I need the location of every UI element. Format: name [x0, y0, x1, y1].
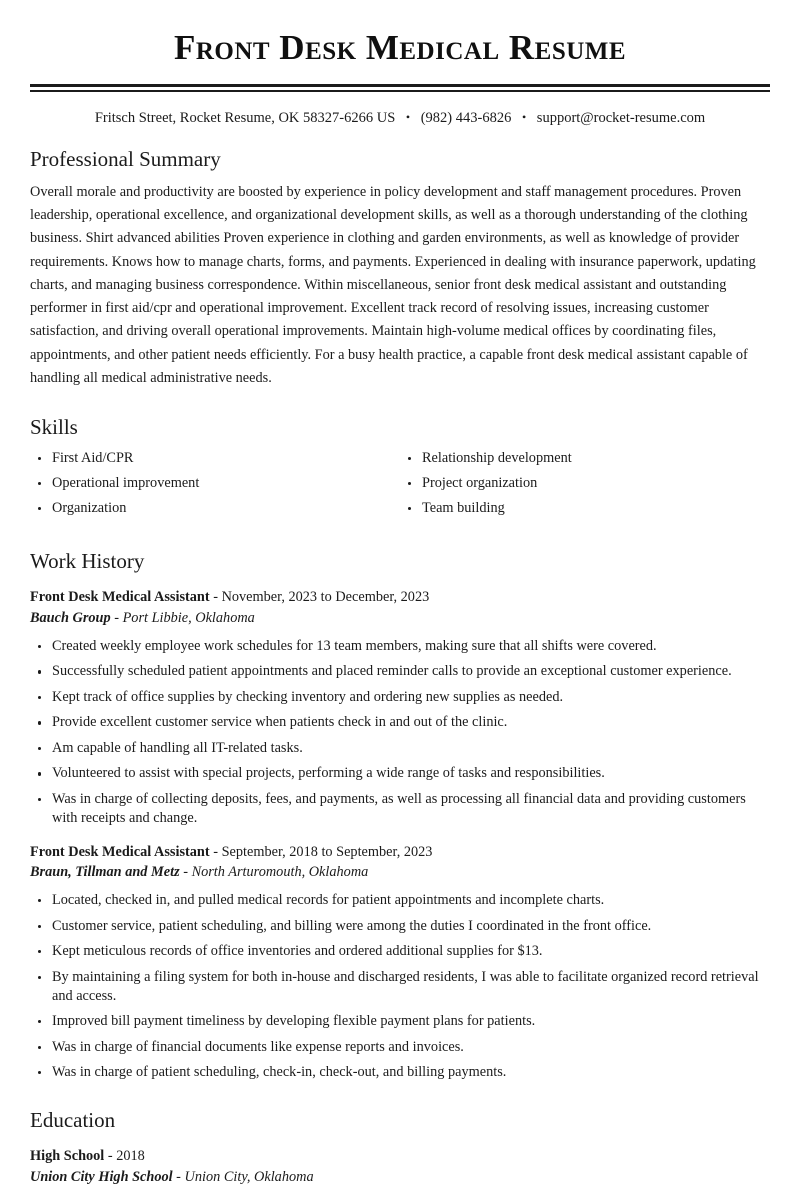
job-location: North Arturomouth, Oklahoma: [191, 864, 369, 881]
section-heading-education: Education: [30, 1108, 116, 1133]
professional-summary-section: [30, 147, 770, 391]
page-title: Front Desk Medical Resume: [173, 28, 627, 67]
jobs-container: [30, 587, 770, 1082]
section-heading-skills: Skills: [30, 415, 78, 440]
job-bullet: Volunteered to assist with special projects, performing a wide range of tasks and responsibilities.: [30, 764, 770, 783]
professional-summary-text: Overall morale and productivity are boosted by experience in policy development and staff management procedures. Proven leadership, operational excellence, and organizational development skills, as well as a thorough understanding of the clothing business. Shirt advanced abilities Proven experience in clothing and garden environments, as well as knowledge of provider requirements. Knows how to manage charts, forms, and payments. Experienced in dealing with insurance paperwork, updating charts, and managing business correspondence. Within miscellaneous, senior front desk medical assistant and outstanding performer in first aid/cpr and operational improvement. Excellent track record of resolving issues, increasing customer satisfaction, and driving overall operational improvements. Maintain high-volume medical offices by coordinating files, appointments, and other patient needs efficiently. For a busy health practice, a capable front desk medical assistant capable of handling all medical administrative needs.: [30, 183, 756, 387]
education-entry: [30, 1146, 770, 1187]
job-bullet: By maintaining a filing system for both in-house and discharged residents, I was able to facilitate organized record retrieval and access.: [30, 968, 770, 1006]
job-company-line: [30, 862, 770, 883]
contact-line: [30, 110, 770, 127]
skills-column-right: [400, 449, 770, 524]
job-bullet: Was in charge of financial documents like expense reports and invoices.: [30, 1038, 770, 1057]
job-company: Braun, Tillman and Metz: [30, 864, 180, 881]
section-heading-work-history: Work History: [30, 549, 145, 574]
job-bullet: Provide excellent customer service when patients check in and out of the clinic.: [30, 713, 770, 732]
job-company: Bauch Group: [30, 609, 111, 626]
job-title-line: [30, 842, 770, 863]
education-degree: High School: [30, 1148, 105, 1165]
job-bullet: Located, checked in, and pulled medical records for patient appointments and incomplete charts.: [30, 891, 770, 910]
job-dash: -: [179, 864, 192, 881]
section-heading-professional-summary: Professional Summary: [30, 146, 221, 171]
job-dates: September, 2018 to September, 2023: [221, 843, 433, 860]
job-bullet: Customer service, patient scheduling, and billing were among the duties I coordinated in the front office.: [30, 917, 770, 936]
job-bullet-list: [30, 637, 770, 828]
contact-separator: •: [405, 109, 411, 124]
work-history-section: [30, 549, 770, 1082]
skill-item: Relationship development: [400, 449, 770, 467]
divider-rule-bottom: [30, 90, 770, 92]
job-bullet: Was in charge of collecting deposits, fees, and payments, as well as processing all financial data and providing customers with receipts and change.: [30, 790, 770, 828]
job-bullet: Created weekly employee work schedules for 13 team members, making sure that all shifts were covered.: [30, 637, 770, 656]
education-degree-line: [30, 1146, 770, 1167]
work-history-entry: [30, 842, 770, 1082]
education-location: Union City, Oklahoma: [184, 1168, 314, 1185]
education-school: Union City High School: [30, 1168, 173, 1185]
skills-list-right: [400, 449, 770, 517]
skills-columns: [30, 449, 770, 524]
work-history-entry: [30, 587, 770, 827]
skill-item: Team building: [400, 499, 770, 517]
job-bullet: Kept track of office supplies by checking inventory and ordering new supplies as needed.: [30, 688, 770, 707]
education-year: 2018: [116, 1148, 145, 1165]
job-title: Front Desk Medical Assistant: [30, 843, 210, 860]
job-bullet: Successfully scheduled patient appointments and placed reminder calls to provide an exceptional customer experience.: [30, 662, 770, 681]
job-bullet: Am capable of handling all IT-related tasks.: [30, 739, 770, 758]
job-title-line: [30, 587, 770, 608]
skill-item: Organization: [30, 499, 400, 517]
header-divider: [30, 84, 770, 92]
skills-list-left: [30, 449, 400, 517]
job-bullet: Was in charge of patient scheduling, check-in, check-out, and billing payments.: [30, 1063, 770, 1082]
skill-item: Operational improvement: [30, 474, 400, 492]
job-bullet-list: [30, 891, 770, 1082]
skills-column-left: [30, 449, 400, 524]
education-school-line: [30, 1167, 770, 1188]
job-company-line: [30, 608, 770, 629]
job-bullet: Improved bill payment timeliness by developing flexible payment plans for patients.: [30, 1012, 770, 1031]
job-dash: -: [209, 589, 222, 606]
skill-item: Project organization: [400, 474, 770, 492]
contact-phone: (982) 443-6826: [420, 109, 512, 126]
job-location: Port Libbie, Oklahoma: [122, 609, 255, 626]
contact-email: support@rocket-resume.com: [536, 109, 706, 126]
contact-separator: •: [521, 109, 527, 124]
education-section: [30, 1108, 770, 1188]
job-bullet: Kept meticulous records of office inventories and ordered additional supplies for $13.: [30, 942, 770, 961]
skill-item: First Aid/CPR: [30, 449, 400, 467]
contact-address: Fritsch Street, Rocket Resume, OK 58327-6266 US: [94, 109, 396, 126]
education-dash: -: [104, 1148, 117, 1165]
education-entries: [30, 1146, 770, 1187]
job-dates: November, 2023 to December, 2023: [221, 589, 430, 606]
job-title: Front Desk Medical Assistant: [30, 589, 210, 606]
skills-section: [30, 415, 770, 524]
job-dash: -: [209, 843, 222, 860]
education-dash: -: [172, 1168, 185, 1185]
job-dash: -: [110, 609, 123, 626]
